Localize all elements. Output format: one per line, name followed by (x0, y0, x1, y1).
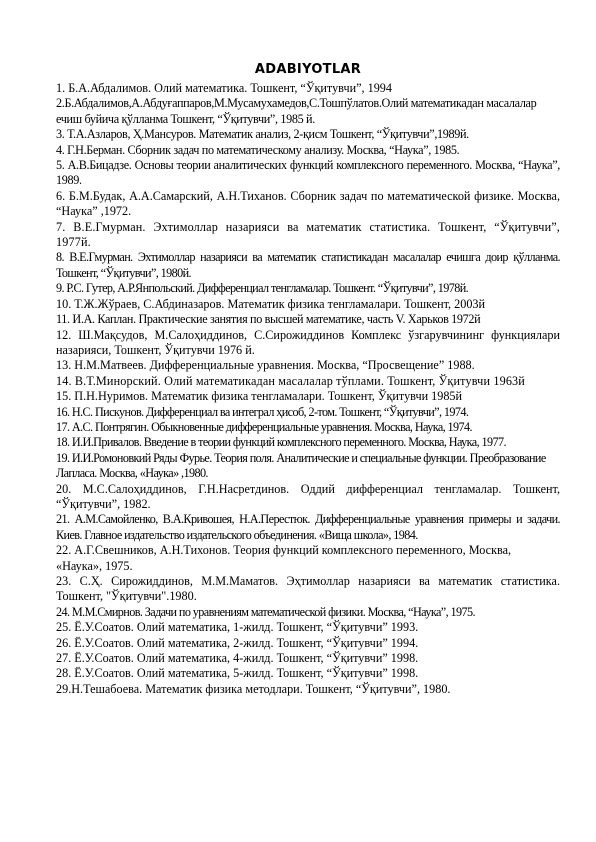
reference-item: 12. Ш.Мақсудов, М.Салоҳиддинов, С.Сирожиддинов Комплекс ўзгарувчининг функциялари назарияси, Тошкент, Ўқитувчи 1976 й. (56, 327, 560, 357)
reference-item: 18. И.И.Привалов. Введение в теории функций комплексного переменного. Москва, Наука, 1977. (56, 435, 506, 450)
reference-item: 1. Б.А.Абдалимов. Олий математика. Тошкент, “Ўқитувчи”, 1994 (56, 81, 392, 95)
reference-item: 11. И.А. Каплан. Практические занятия по высшей математике, часть V. Харьков 1972й (56, 312, 481, 327)
reference-item: 5. А.В.Бицадзе. Основы теории аналитических функций комплексного переменного. Москва, “Наука”, 1989. (56, 158, 560, 188)
reference-item: 17. А.С. Понтрягин. Обыкновенные дифференциальные уравнения. Москва, Наука, 1974. (56, 419, 472, 434)
page-title: ADABIYOTLAR (254, 62, 362, 77)
reference-item: 23. С.Ҳ. Сирожиддинов, М.М.Маматов. Эҳтимоллар назарияси ва математик статистика. Тошкент, "Ўқитувчи".1980. (56, 574, 560, 604)
reference-item: 19. И.И.Ромоновкий Ряды Фурье. Теория поля. Аналитические и специальные функции. Преобразование Лапласа. Москва, «Наука» ,1980. (56, 450, 546, 481)
reference-item: 24. М.М.Смирнов. Задачи по уравнениям математической физики. Москва, “Наука”, 1975. (56, 604, 475, 619)
reference-item: 14. В.Т.Минорский. Олий математикадан масалалар тўплами. Тошкент, Ўқитувчи 1963й (56, 373, 525, 388)
reference-item: 9. Р.С. Гутер, А.Р.Янпольский. Дифференциал тенгламалар. Тошкент. “Ўқитувчи”, 1978й. (56, 281, 469, 296)
reference-item: 29.Н.Тешабоева. Математик физика методлари. Тошкент, “Ўқитувчи”, 1980. (56, 681, 451, 696)
reference-item: 25. Ё.У.Соатов. Олий математика, 1-жилд. Тошкент, “Ўқитувчи” 1993. (56, 620, 419, 635)
reference-item: 27. Ё.У.Соатов. Олий математика, 4-жилд. Тошкент, “Ўқитувчи” 1998. (56, 651, 419, 666)
reference-item: 22. А.Г.Свешников, А.Н.Тихонов. Теория функций комплексного переменного, Москва, «Наука», 1975. (56, 543, 512, 573)
reference-item: 28. Ё.У.Соатов. Олий математика, 5-жилд. Тошкент, “Ўқитувчи” 1998. (56, 666, 419, 681)
reference-item: 26. Ё.У.Соатов. Олий математика, 2-жилд. Тошкент, “Ўқитувчи” 1994. (56, 635, 419, 650)
reference-item: 15. П.Н.Нуримов. Математик физика тенгламалари. Тошкент, Ўқитувчи 1985й (56, 389, 463, 404)
reference-item: 2.Б.Абдалимов,А.Абдуғаппаров,М.Мусамухамедов,С.Тошпўлатов.Олий математикадан масалалар ечиш буйича қўлланма Тошкент, “Ўқитувчи”, 1985 й. (56, 96, 537, 126)
reference-item: 4. Г.Н.Берман. Сборник задач по математическому анализу. Москва, “Наука”, 1985. (56, 142, 460, 157)
reference-list (56, 81, 560, 697)
reference-item: 8. В.Е.Гмурман. Эхтимоллар назарияси ва математик статистикадан масалалар ечишга доир қўлланма. Тошкент, “Ўқитувчи”, 1980й. (56, 250, 560, 280)
reference-item: 7. В.Е.Гмурман. Эхтимоллар назарияси ва математик статистика. Тошкент, “Ўқитувчи”, 1977й. (56, 219, 560, 250)
reference-item: 16. Н.С. Пискунов. Дифференциал ва интеграл ҳисоб, 2-том. Тошкент, “Ўқитувчи”, 1974. (56, 404, 469, 419)
reference-item: 21. А.М.Самойленко, В.А.Кривошея, Н.А.Перестюк. Дифференциальные уравнения примеры и задачи. Киев. Главное издательство издательского объединения. «Вища школа», 1984. (56, 512, 560, 542)
reference-item: 10. Т.Ж.Жўраев, С.Абдиназаров. Математик физика тенгламалари. Тошкент, 2003й (56, 296, 486, 311)
reference-item: 13. Н.М.Матвеев. Дифференциальные уравнения. Москва, “Просвещение” 1988. (56, 358, 475, 373)
reference-item: 3. Т.А.Азларов, Ҳ.Мансуров. Математик анализ, 2-қисм Тошкент, “Ўқитувчи”,1989й. (56, 127, 469, 142)
reference-item: 6. Б.М.Будак, А.А.Самарский, А.Н.Тиханов. Сборник задач по математической физике. Москва, “Наука” ,1972. (56, 188, 560, 219)
reference-item: 20. М.С.Салоҳиддинов, Г.Н.Насретдинов. Оддий дифференциал тенгламалар. Тошкент, “Ўқитувчи”, 1982. (56, 481, 560, 511)
